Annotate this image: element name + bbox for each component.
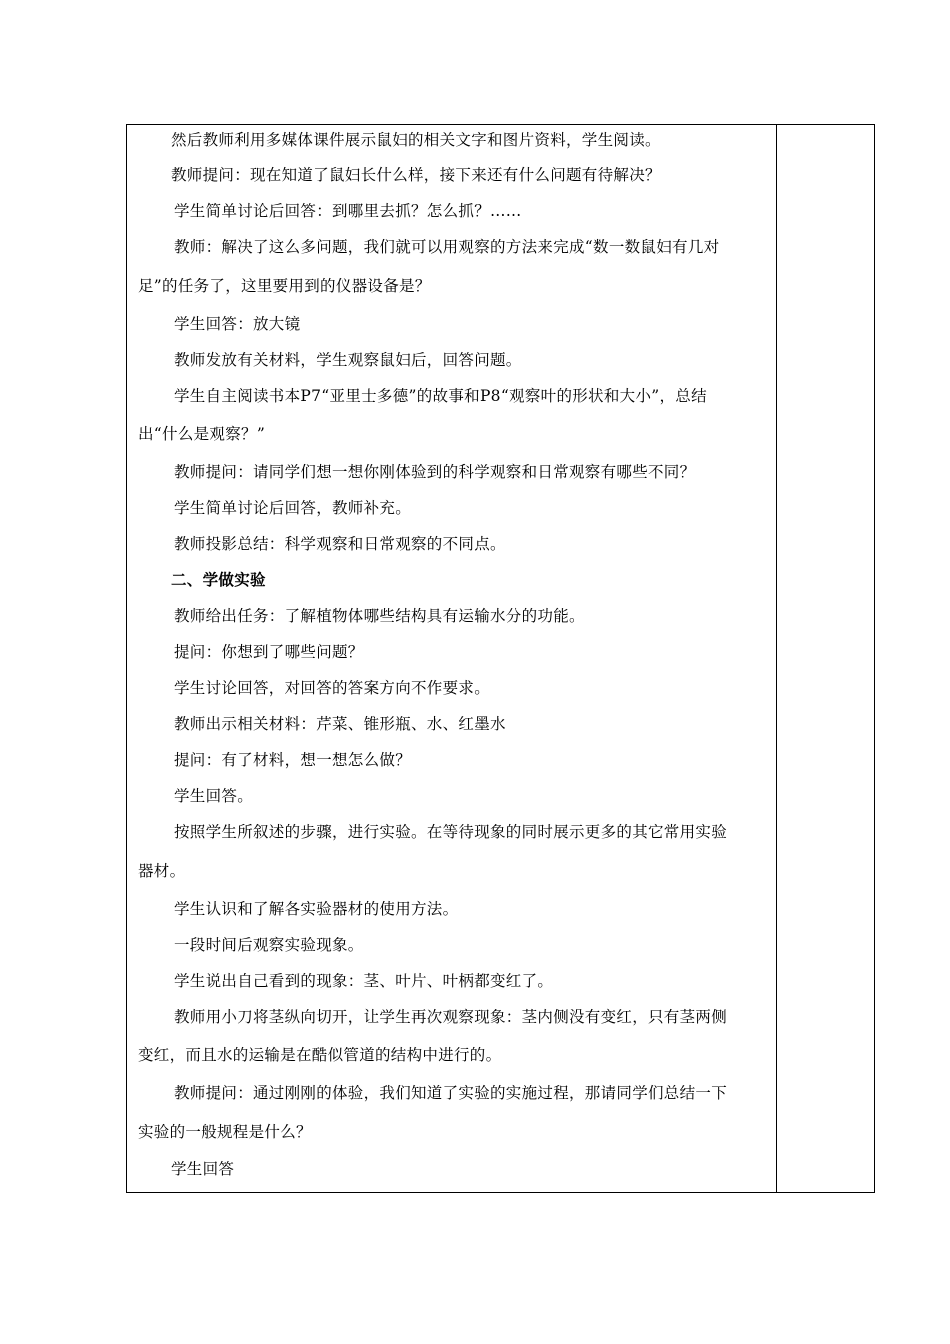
paragraph-line: 提问：有了材料，想一想怎么做？ <box>174 751 412 769</box>
paragraph-line: 教师提问：现在知道了鼠妇长什么样，接下来还有什么问题有待解决？ <box>171 166 661 184</box>
paragraph-line: 教师给出任务：了解植物体哪些结构具有运输水分的功能。 <box>174 607 585 625</box>
paragraph-line: 按照学生所叙述的步骤，进行实验。在等待现象的同时展示更多的其它常用实验 <box>174 823 728 841</box>
paragraph-line: 教师提问：通过刚刚的体验，我们知道了实验的实施过程，那请同学们总结一下 <box>174 1084 728 1102</box>
paragraph-line: 学生说出自己看到的现象：茎、叶片、叶柄都变红了。 <box>174 972 554 990</box>
notes-column-cell <box>777 125 874 1192</box>
paragraph-line: 教师用小刀将茎纵向切开，让学生再次观察现象：茎内侧没有变红，只有茎两侧 <box>174 1008 728 1026</box>
paragraph-line: 然后教师利用多媒体课件展示鼠妇的相关文字和图片资料，学生阅读。 <box>171 131 661 149</box>
lesson-table <box>126 124 875 1193</box>
paragraph-line: 一段时间后观察实验现象。 <box>174 936 364 954</box>
paragraph-line: 学生回答 <box>171 1160 235 1178</box>
paragraph-line: 教师出示相关材料：芹菜、锥形瓶、水、红墨水 <box>174 715 506 733</box>
paragraph-line: 提问：你想到了哪些问题？ <box>174 643 364 661</box>
paragraph-line: 教师投影总结：科学观察和日常观察的不同点。 <box>174 535 506 553</box>
lesson-content-cell <box>127 125 776 1192</box>
paragraph-line: 足”的任务了，这里要用到的仪器设备是？ <box>138 277 431 295</box>
paragraph-line: 变红，而且水的运输是在酷似管道的结构中进行的。 <box>138 1046 502 1064</box>
paragraph-line: 教师发放有关材料，学生观察鼠妇后，回答问题。 <box>174 351 522 369</box>
paragraph-line: 器材。 <box>138 862 186 880</box>
paragraph-line: 学生简单讨论后回答：到哪里去抓？怎么抓？…… <box>174 202 522 220</box>
paragraph-line: 出“什么是观察？” <box>138 425 266 443</box>
paragraph-line: 学生自主阅读书本P7“亚里士多德”的故事和P8“观察叶的形状和大小”，总结 <box>174 387 707 405</box>
paragraph-line: 学生认识和了解各实验器材的使用方法。 <box>174 900 459 918</box>
section-heading: 二、学做实验 <box>171 571 266 589</box>
paragraph-line: 学生回答：放大镜 <box>174 315 301 333</box>
paragraph-line: 学生讨论回答，对回答的答案方向不作要求。 <box>174 679 491 697</box>
paragraph-line: 教师：解决了这么多问题，我们就可以用观察的方法来完成“数一数鼠妇有几对 <box>174 238 720 256</box>
paragraph-line: 学生简单讨论后回答，教师补充。 <box>174 499 412 517</box>
paragraph-line: 教师提问：请同学们想一想你刚体验到的科学观察和日常观察有哪些不同？ <box>174 463 696 481</box>
paragraph-line: 实验的一般规程是什么？ <box>138 1123 312 1141</box>
paragraph-line: 学生回答。 <box>174 787 254 805</box>
